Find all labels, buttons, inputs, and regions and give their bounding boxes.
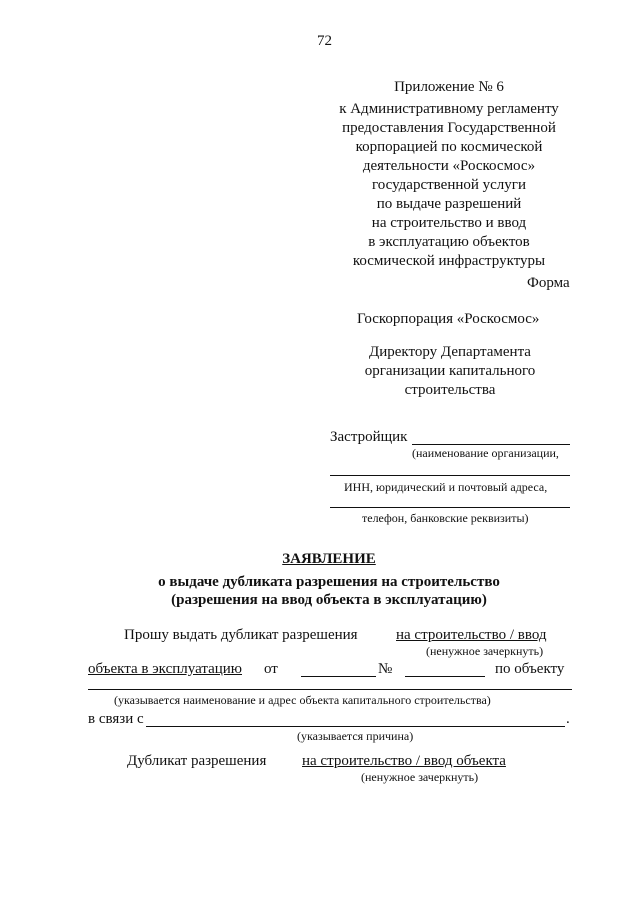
body-text: в связи с — [88, 711, 144, 727]
appendix-line: в эксплуатацию объектов — [368, 234, 530, 250]
hint-object: (указывается наименование и адрес объекта капитального строительства) — [114, 693, 491, 707]
page-number: 72 — [317, 33, 332, 49]
body-underlined-option: на строительство / ввод — [396, 627, 547, 643]
body-text: № — [378, 661, 393, 677]
developer-hint: телефон, банковские реквизиты) — [362, 511, 529, 525]
developer-contact-line — [330, 507, 570, 508]
hint-reason: (указывается причина) — [297, 729, 414, 743]
statement-title: ЗАЯВЛЕНИЕ — [282, 551, 376, 567]
developer-label: Застройщик — [330, 429, 408, 445]
body-underlined-option: объекта в эксплуатацию — [88, 661, 242, 677]
appendix-line: на строительство и ввод — [371, 215, 527, 231]
appendix-block — [330, 78, 568, 271]
developer-hint: (наименование организации, — [412, 446, 559, 460]
addressee-line: Директору Департамента — [369, 344, 531, 360]
period: . — [566, 711, 570, 727]
number-line — [405, 676, 485, 677]
appendix-line: деятельности «Роскосмос» — [362, 158, 536, 174]
addressee-org: Госкорпорация «Роскосмос» — [357, 311, 540, 327]
appendix-line: государственной услуги — [372, 177, 526, 193]
developer-name-line — [412, 444, 570, 445]
developer-inn-line — [330, 475, 570, 476]
date-line — [301, 676, 376, 677]
appendix-line: по выдаче разрешений — [376, 196, 522, 212]
statement-subtitle: о выдаче дубликата разрешения на строительство — [158, 574, 500, 590]
appendix-title: Приложение № 6 — [394, 79, 504, 95]
statement-subtitle: (разрешения на ввод объекта в эксплуатацию) — [171, 592, 487, 608]
body-text: Прошу выдать дубликат разрешения — [124, 627, 358, 643]
appendix-line: предоставления Государственной — [342, 120, 556, 136]
body-text: от — [264, 661, 278, 677]
developer-hint: ИНН, юридический и почтовый адреса, — [344, 480, 548, 494]
form-label: Форма — [527, 275, 570, 291]
appendix-line: космической инфраструктуры — [352, 253, 546, 269]
hint-cross-out: (ненужное зачеркнуть) — [361, 770, 479, 784]
addressee-line: организации капитального — [364, 363, 536, 379]
addressee-block — [345, 343, 555, 400]
hint-cross-out: (ненужное зачеркнуть) — [426, 644, 544, 658]
reason-line — [146, 726, 565, 727]
appendix-line: корпорацией по космической — [355, 139, 543, 155]
addressee-line: строительства — [404, 382, 496, 398]
body-text: Дубликат разрешения — [127, 753, 267, 769]
appendix-line: к Административному регламенту — [339, 101, 559, 117]
body-text: по объекту — [495, 661, 565, 677]
body-underlined-option: на строительство / ввод объекта — [302, 753, 506, 769]
object-line — [88, 689, 572, 690]
